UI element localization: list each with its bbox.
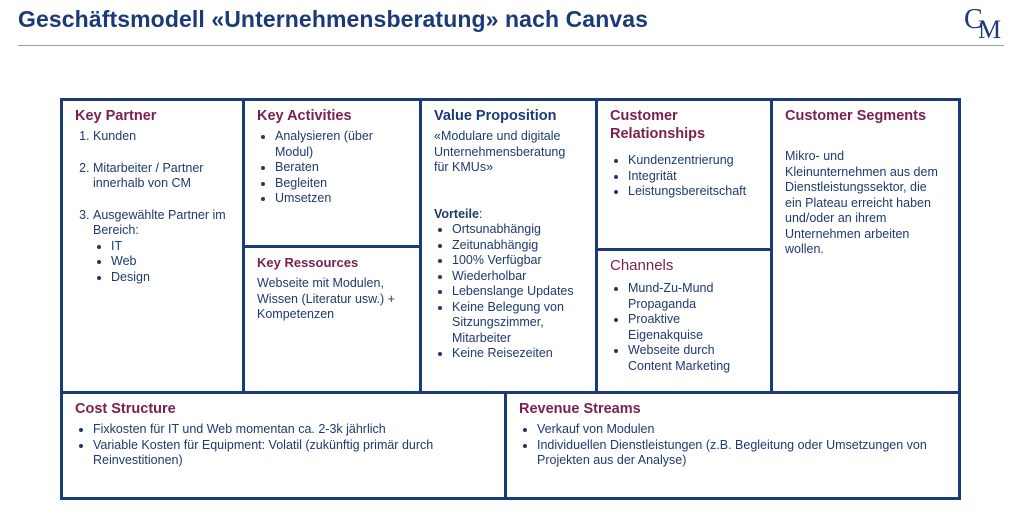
channels-block [595, 248, 773, 394]
cost-structure-heading: Cost Structure [75, 401, 176, 417]
value-proposition-heading: Value Proposition [434, 108, 557, 124]
list-item: • Integrität [628, 169, 758, 185]
advantages-label-text: Vorteile [434, 206, 479, 221]
key-partner-heading: Key Partner [75, 108, 157, 124]
customer-relationships-heading: Customer Relationships [610, 108, 706, 142]
list-item: • 100% Verfügbar [452, 253, 583, 269]
revenue-streams-list [519, 422, 946, 469]
list-item: • IT [111, 239, 230, 255]
list-item: • Analysieren (über Modul) [275, 129, 407, 160]
channels-heading: Channels [610, 257, 674, 274]
svg-text:M: M [978, 15, 1002, 42]
customer-segments-heading: Customer Segments [785, 108, 927, 124]
partner-area-list [75, 239, 230, 286]
key-resources-text: Webseite mit Modulen, Wissen (Literatur usw.) + Kompetenzen [257, 276, 395, 321]
svg-text:C: C [964, 4, 983, 35]
list-item: • Umsetzen [275, 191, 407, 207]
key-partner-block [60, 98, 245, 394]
page-title: Geschäftsmodell «Unternehmensberatung» nach Canvas [18, 6, 649, 32]
list-item: • Proaktive Eigenakquise [628, 312, 758, 343]
list-item: • Mund-Zu-Mund Propaganda [628, 281, 758, 312]
list-item: • Wiederholbar [452, 269, 583, 285]
list-item: • Fixkosten für IT und Web momentan ca. 2-3k jährlich [93, 422, 492, 438]
list-item: • Webseite durch Content Marketing [628, 343, 758, 374]
list-item: • Web [111, 254, 230, 270]
business-model-canvas [60, 98, 961, 500]
list-item: • Keine Reisezeiten [452, 346, 583, 362]
list-item: • Lebenslange Updates [452, 284, 583, 300]
title-divider [18, 45, 1004, 46]
list-item: 2. Mitarbeiter / Partner innerhalb von CM [93, 161, 230, 192]
value-proposition-block [419, 98, 598, 394]
key-resources-heading: Key Ressources [257, 255, 359, 270]
customer-segments-text: Mikro- und Kleinunternehmen aus dem Dienstleistungssektor, die ein Plateau erreicht haben und/oder an ihrem Unternehmen arbeiten wollen. [785, 149, 938, 256]
list-item-label: Ausgewählte Partner im Bereich: [93, 207, 226, 237]
list-item: • Leistungsbereitschaft [628, 184, 758, 200]
cost-structure-list [75, 422, 492, 469]
advantages-label-colon: : [478, 206, 483, 221]
value-proposition-text: «Modulare und digitale Unternehmensberatung für KMUs» [434, 129, 566, 174]
key-activities-list [257, 129, 407, 207]
key-activities-block [242, 98, 422, 248]
list-item: • Design [111, 270, 230, 286]
cm-logo [962, 2, 1006, 42]
customer-segments-block [770, 98, 961, 394]
list-item: • Beraten [275, 160, 407, 176]
list-item: • Zeitunabhängig [452, 238, 583, 254]
list-item [93, 208, 230, 239]
key-resources-block [242, 245, 422, 394]
revenue-streams-block [504, 391, 961, 500]
revenue-streams-heading: Revenue Streams [519, 401, 641, 417]
customer-relationships-list [610, 153, 758, 200]
advantages-list [434, 222, 583, 362]
list-item: • Kundenzentrierung [628, 153, 758, 169]
channels-list [610, 281, 758, 374]
list-item: • Keine Belegung von Sitzungszimmer, Mitarbeiter [452, 300, 583, 347]
customer-relationships-block [595, 98, 773, 251]
list-item: • Variable Kosten für Equipment: Volatil (zukünftig primär durch Reinvestitionen) [93, 438, 492, 469]
advantages-label [434, 207, 583, 223]
key-activities-heading: Key Activities [257, 108, 352, 124]
key-partner-list [75, 129, 230, 239]
list-item: • Individuellen Dienstleistungen (z.B. Begleitung oder Umsetzungen von Projekten aus der Analyse) [537, 438, 946, 469]
list-item: 1. Kunden [93, 129, 230, 145]
list-item: • Ortsunabhängig [452, 222, 583, 238]
list-item: • Begleiten [275, 176, 407, 192]
cost-structure-block [60, 391, 507, 500]
list-item: • Verkauf von Modulen [537, 422, 946, 438]
